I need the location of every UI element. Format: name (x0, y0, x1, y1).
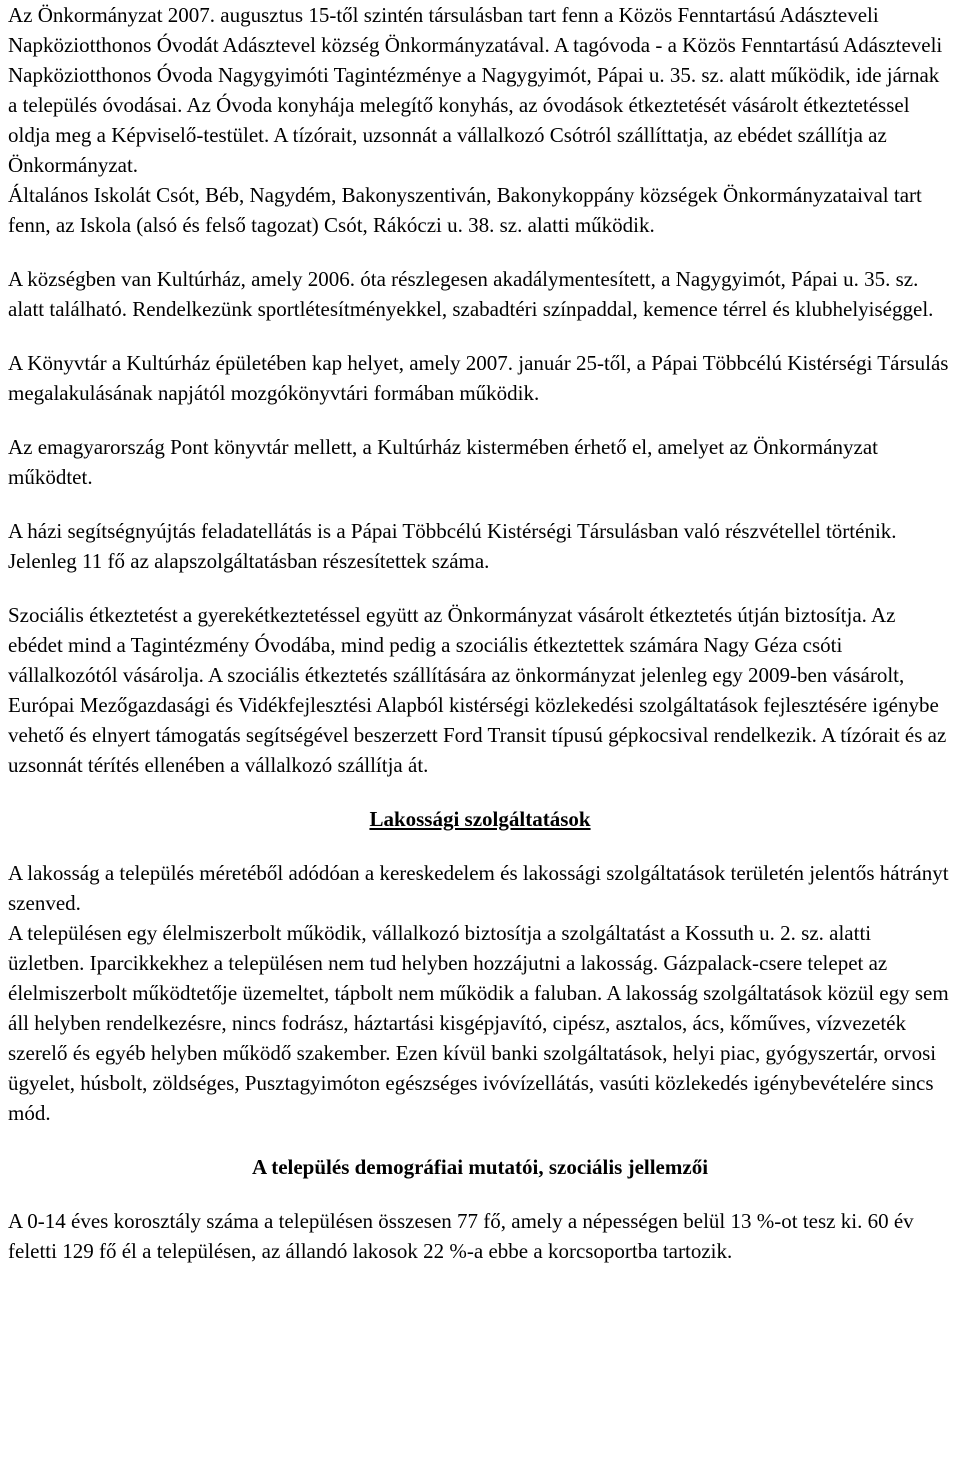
paragraph-library: A Könyvtár a Kultúrház épületében kap helyet, amely 2007. január 25-től, a Pápai Többcélú Kistérségi Társulás megalakulásának napjától mozgókönyvtári formában működik. (8, 351, 949, 405)
spacer (8, 780, 952, 804)
spacer (8, 1182, 952, 1206)
section-heading-services: Lakossági szolgáltatások (369, 807, 591, 831)
paragraph-services-intro: A lakosság a település méretéből adódóan a kereskedelem és lakossági szolgáltatások területén jelentős hátrányt szenved. (8, 861, 949, 915)
section-heading-demographics: A település demográfiai mutatói, szociális jellemzői (251, 1155, 709, 1179)
spacer (8, 408, 952, 432)
paragraph-culture-house: A községben van Kultúrház, amely 2006. óta részlegesen akadálymentesített, a Nagygyimót, Pápai u. 35. sz. alatt található. Rendelkezünk sportlétesítményekkel, szabadtéri színpaddal, kemence térrel és klubhelyiséggel. (8, 267, 934, 321)
spacer (8, 576, 952, 600)
paragraph-home-care: A házi segítségnyújtás feladatellátás is a Pápai Többcélú Kistérségi Társulásban való részvétellel történik. Jelenleg 11 fő az alapszolgáltatásban részesítettek száma. (8, 519, 897, 573)
paragraph-emagyarorszag-point: Az emagyarország Pont könyvtár mellett, a Kultúrház kistermében érhető el, amelyet az Önkormányzat működtet. (8, 435, 879, 489)
spacer (8, 492, 952, 516)
paragraph-kindergarten: Az Önkormányzat 2007. augusztus 15-től szintén társulásban tart fenn a Közös Fenntartású Adászteveli Napköziotthonos Óvodát Adásztevel község Önkormányzatával. A tagóvoda - a Közös Fenntartású Adászteveli Napköziotthonos Óvoda Nagygyimóti Tagintézménye a Nagygyimót, Pápai u. 35. sz. alatt működik, ide járnak a település óvodásai. Az Óvoda konyhája melegítő konyhás, az óvodások étkeztetését vásárolt étkeztetéssel oldja meg a Képviselő-testület. A tízórait, uzsonnát a vállalkozó Csótról szállíttatja, az ebédet szállítja az Önkormányzat. (8, 3, 943, 177)
paragraph-social-catering: Szociális étkeztetést a gyerekétkeztetéssel együtt az Önkormányzat vásárolt étkeztetés útján biztosítja. Az ebédet mind a Tagintézmény Óvodába, mind pedig a szociális étkeztettek számára Nagy Géza csóti vállalkozótól vásárolja. A szociális étkeztetés szállítására az önkormányzat jelenleg egy 2009-ben vásárolt, Európai Mezőgazdasági és Vidékfejlesztési Alapból kistérségi közlekedési szolgáltatások fejlesztésére igénybe vehető és elnyert támogatás segítségével beszerzett Ford Transit típusú gépkocsival rendelkezik. A tízórait és az uzsonnát térítés ellenében a vállalkozó szállítja át. (8, 603, 947, 777)
paragraph-school: Általános Iskolát Csót, Béb, Nagydém, Bakonyszentiván, Bakonykoppány községek Önkormányzataival tart fenn, az Iskola (alsó és felső tagozat) Csót, Rákóczi u. 38. sz. alatti működik. (8, 183, 922, 237)
spacer (8, 240, 952, 264)
spacer (8, 1128, 952, 1152)
spacer (8, 834, 952, 858)
paragraph-demographics: A 0-14 éves korosztály száma a településen összesen 77 fő, amely a népességen belül 13 %-ot tesz ki. 60 év feletti 129 fő él a településen, az állandó lakosok 22 %-a ebbe a korcsoportba tartozik. (8, 1209, 914, 1263)
paragraph-services-detail: A településen egy élelmiszerbolt működik, vállalkozó biztosítja a szolgáltatást a Kossuth u. 2. sz. alatti üzletben. Iparcikkekhez a településen nem tud helyben hozzájutni a lakosság. Gázpalack-csere telepet az élelmiszerbolt működtetője üzemeltet, tápbolt nem működik a faluban. A lakosság szolgáltatások közül egy sem áll helyben rendelkezésre, nincs fodrász, háztartási kisgépjavító, cipész, asztalos, ács, kőműves, vízvezeték szerelő és egyéb helyben működő szakember. Ezen kívül banki szolgáltatások, helyi piac, gyógyszertár, orvosi ügyelet, húsbolt, zöldséges, Pusztagyimóton egészséges ivóvízellátás, vasúti közlekedés igénybevételére sincs mód. (8, 921, 949, 1125)
spacer (8, 324, 952, 348)
